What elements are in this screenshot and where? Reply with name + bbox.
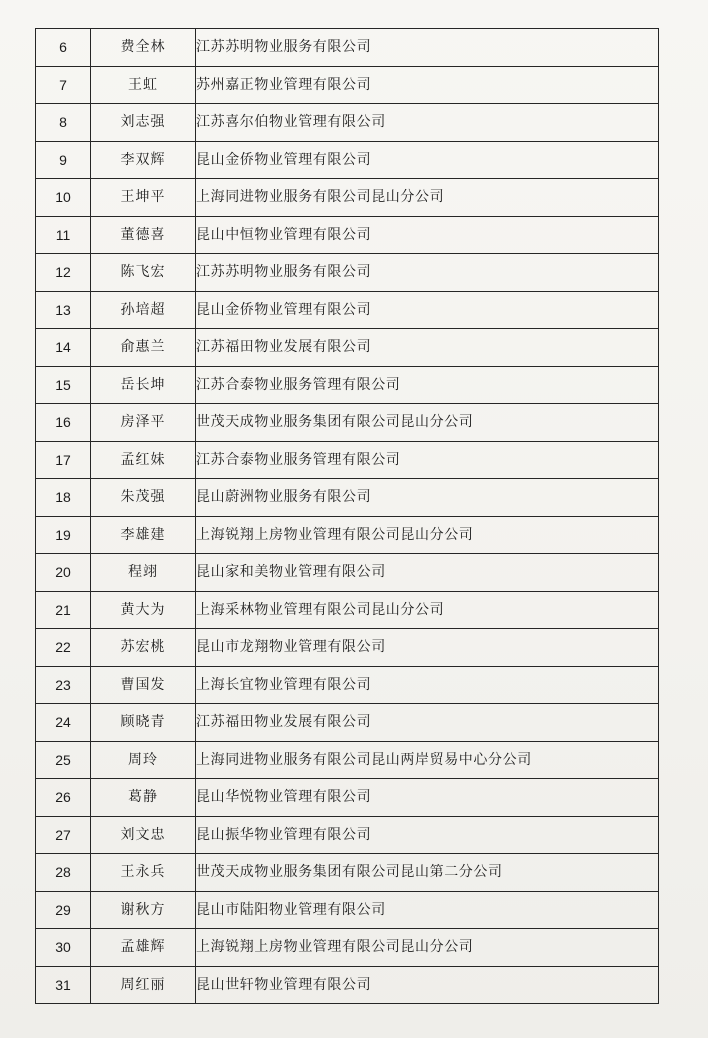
company-name-cell: 世茂天成物业服务集团有限公司昆山第二分公司	[196, 854, 659, 892]
table-row	[36, 254, 659, 292]
person-name-cell: 孟雄辉	[91, 929, 196, 967]
person-name-cell: 周玲	[91, 741, 196, 779]
person-name-cell: 王永兵	[91, 854, 196, 892]
company-name-cell: 江苏苏明物业服务有限公司	[196, 254, 659, 292]
table-row	[36, 629, 659, 667]
table-row	[36, 666, 659, 704]
person-name-cell: 俞惠兰	[91, 329, 196, 367]
company-name-cell: 上海同进物业服务有限公司昆山两岸贸易中心分公司	[196, 741, 659, 779]
person-name-cell: 顾晓青	[91, 704, 196, 742]
person-name-cell: 李双辉	[91, 141, 196, 179]
table-row	[36, 291, 659, 329]
row-number-cell: 28	[36, 854, 91, 892]
table-row	[36, 891, 659, 929]
row-number-cell: 17	[36, 441, 91, 479]
row-number-cell: 16	[36, 404, 91, 442]
row-number-cell: 19	[36, 516, 91, 554]
table-row	[36, 816, 659, 854]
table-row	[36, 479, 659, 517]
row-number-cell: 26	[36, 779, 91, 817]
company-name-cell: 昆山蔚洲物业服务有限公司	[196, 479, 659, 517]
company-name-cell: 江苏福田物业发展有限公司	[196, 704, 659, 742]
row-number-cell: 10	[36, 179, 91, 217]
person-name-cell: 岳长坤	[91, 366, 196, 404]
person-name-cell: 董德喜	[91, 216, 196, 254]
person-name-cell: 朱茂强	[91, 479, 196, 517]
company-name-cell: 上海同进物业服务有限公司昆山分公司	[196, 179, 659, 217]
table-row	[36, 441, 659, 479]
company-name-cell: 江苏苏明物业服务有限公司	[196, 29, 659, 67]
row-number-cell: 29	[36, 891, 91, 929]
company-name-cell: 江苏福田物业发展有限公司	[196, 329, 659, 367]
company-name-cell: 江苏合泰物业服务管理有限公司	[196, 441, 659, 479]
person-name-cell: 苏宏桃	[91, 629, 196, 667]
person-name-cell: 陈飞宏	[91, 254, 196, 292]
person-name-cell: 谢秋方	[91, 891, 196, 929]
person-name-cell: 周红丽	[91, 966, 196, 1004]
person-name-cell: 王坤平	[91, 179, 196, 217]
company-name-cell: 昆山市陆阳物业管理有限公司	[196, 891, 659, 929]
row-number-cell: 7	[36, 66, 91, 104]
company-name-cell: 上海锐翔上房物业管理有限公司昆山分公司	[196, 929, 659, 967]
table-row	[36, 329, 659, 367]
company-name-cell: 上海锐翔上房物业管理有限公司昆山分公司	[196, 516, 659, 554]
row-number-cell: 23	[36, 666, 91, 704]
row-number-cell: 31	[36, 966, 91, 1004]
table-row	[36, 216, 659, 254]
table-row	[36, 29, 659, 67]
roster-table-body	[36, 29, 659, 1004]
row-number-cell: 15	[36, 366, 91, 404]
row-number-cell: 18	[36, 479, 91, 517]
row-number-cell: 11	[36, 216, 91, 254]
person-name-cell: 刘文忠	[91, 816, 196, 854]
row-number-cell: 13	[36, 291, 91, 329]
person-name-cell: 王虹	[91, 66, 196, 104]
company-name-cell: 上海长宜物业管理有限公司	[196, 666, 659, 704]
person-name-cell: 葛静	[91, 779, 196, 817]
company-name-cell: 昆山市龙翔物业管理有限公司	[196, 629, 659, 667]
row-number-cell: 12	[36, 254, 91, 292]
row-number-cell: 9	[36, 141, 91, 179]
person-name-cell: 李雄建	[91, 516, 196, 554]
table-row	[36, 854, 659, 892]
row-number-cell: 22	[36, 629, 91, 667]
company-name-cell: 苏州嘉正物业管理有限公司	[196, 66, 659, 104]
company-name-cell: 上海采林物业管理有限公司昆山分公司	[196, 591, 659, 629]
table-row	[36, 104, 659, 142]
row-number-cell: 6	[36, 29, 91, 67]
person-name-cell: 孙培超	[91, 291, 196, 329]
table-row	[36, 554, 659, 592]
row-number-cell: 14	[36, 329, 91, 367]
company-name-cell: 昆山金侨物业管理有限公司	[196, 291, 659, 329]
company-name-cell: 昆山家和美物业管理有限公司	[196, 554, 659, 592]
table-row	[36, 404, 659, 442]
table-row	[36, 966, 659, 1004]
company-name-cell: 江苏合泰物业服务管理有限公司	[196, 366, 659, 404]
person-name-cell: 房泽平	[91, 404, 196, 442]
row-number-cell: 8	[36, 104, 91, 142]
person-name-cell: 费全林	[91, 29, 196, 67]
company-name-cell: 昆山金侨物业管理有限公司	[196, 141, 659, 179]
person-name-cell: 程翊	[91, 554, 196, 592]
company-name-cell: 江苏喜尔伯物业管理有限公司	[196, 104, 659, 142]
row-number-cell: 30	[36, 929, 91, 967]
table-row	[36, 704, 659, 742]
table-row	[36, 141, 659, 179]
table-row	[36, 66, 659, 104]
table-row	[36, 179, 659, 217]
roster-table	[35, 28, 659, 1004]
table-row	[36, 366, 659, 404]
row-number-cell: 20	[36, 554, 91, 592]
person-name-cell: 孟红妹	[91, 441, 196, 479]
company-name-cell: 世茂天成物业服务集团有限公司昆山分公司	[196, 404, 659, 442]
person-name-cell: 黄大为	[91, 591, 196, 629]
row-number-cell: 24	[36, 704, 91, 742]
company-name-cell: 昆山中恒物业管理有限公司	[196, 216, 659, 254]
company-name-cell: 昆山世轩物业管理有限公司	[196, 966, 659, 1004]
row-number-cell: 27	[36, 816, 91, 854]
row-number-cell: 21	[36, 591, 91, 629]
person-name-cell: 曹国发	[91, 666, 196, 704]
person-name-cell: 刘志强	[91, 104, 196, 142]
row-number-cell: 25	[36, 741, 91, 779]
table-row	[36, 779, 659, 817]
table-row	[36, 591, 659, 629]
table-row	[36, 929, 659, 967]
company-name-cell: 昆山华悦物业管理有限公司	[196, 779, 659, 817]
table-row	[36, 516, 659, 554]
company-name-cell: 昆山振华物业管理有限公司	[196, 816, 659, 854]
table-row	[36, 741, 659, 779]
